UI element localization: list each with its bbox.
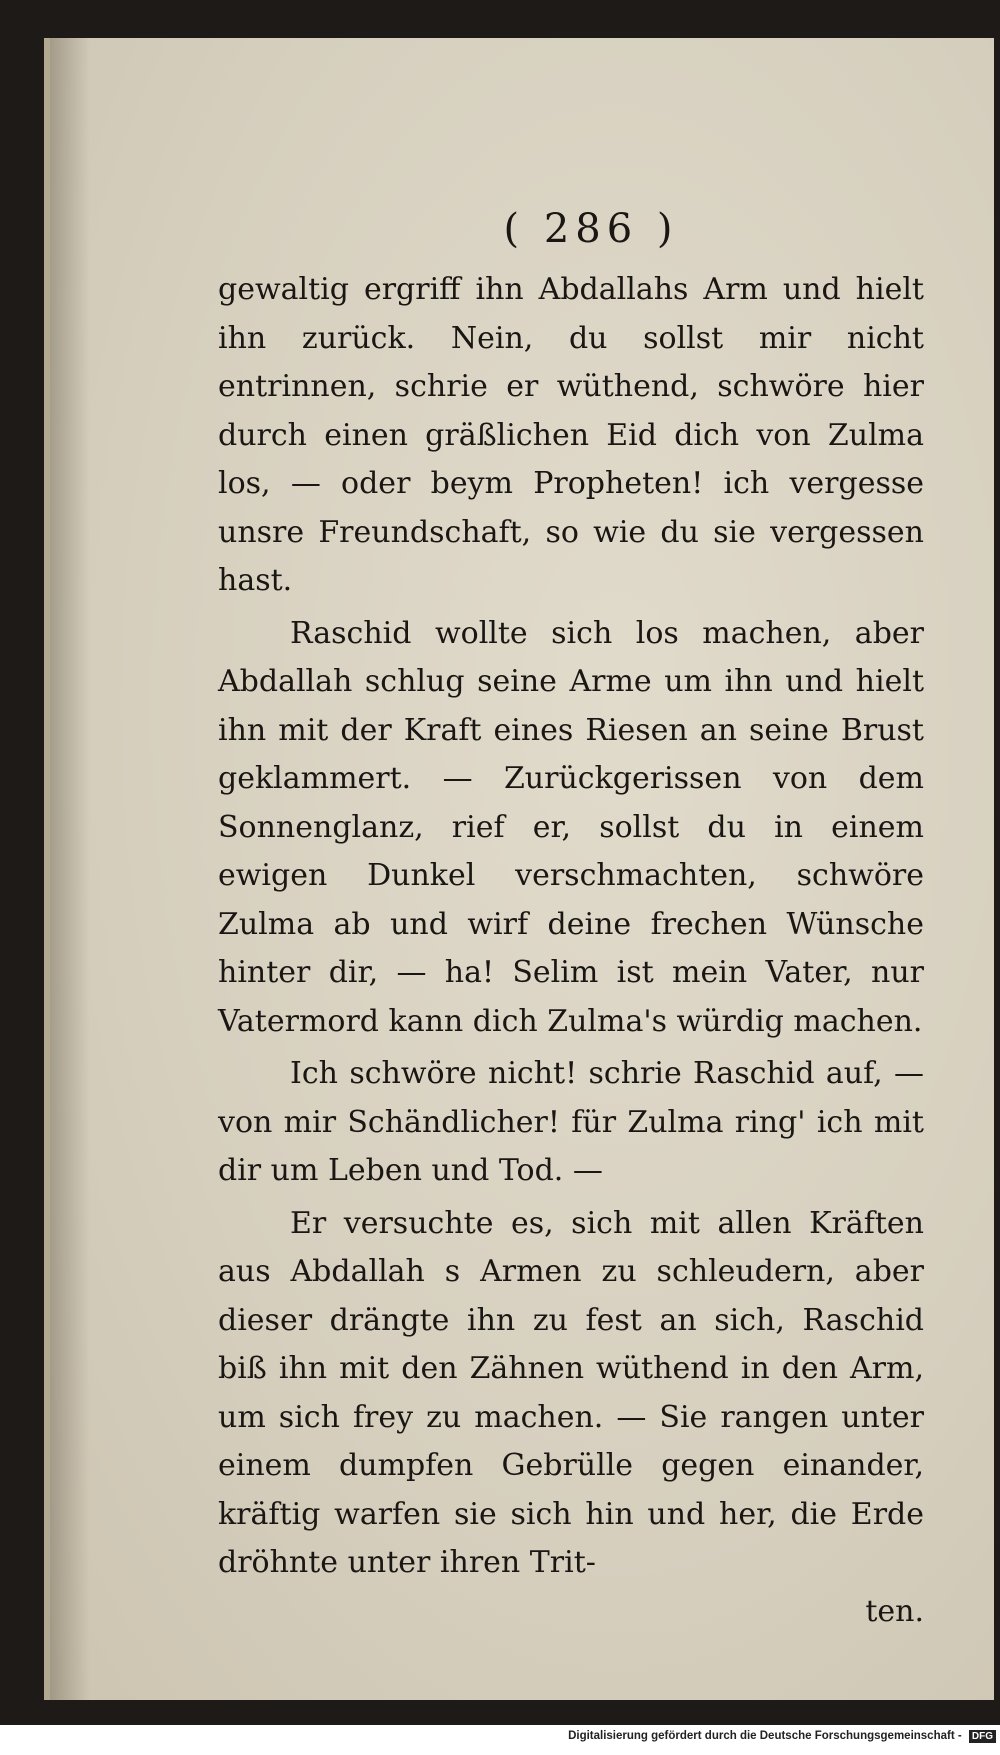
spine-shadow	[50, 38, 90, 1700]
dfg-logo: DFG	[969, 1730, 996, 1743]
paragraph-2: Raschid wollte sich los machen, aber Abdallah schlug seine Arme um ihn und hielt ihn mit der Kraft eines Riesen an seine Brust geklammert. — Zurückgerissen von dem Sonnenglanz, rief er, sollst du in einem ewigen Dunkel verschmachten, schwöre Zulma ab und wirf deine frechen Wünsche hinter dir, — ha! Selim ist mein Vater, nur Vatermord kann dich Zulma's würdig machen.	[218, 615, 924, 1039]
page-number: ( 286 )	[503, 206, 679, 252]
paragraph-4: Er versuchte es, sich mit allen Kräften aus Abdallah s Armen zu schleudern, aber dieser drängte ihn zu fest an sich, Raschid biß ihn mit den Zähnen wüthend in den Arm, um sich frey zu machen. — Sie rangen unter einem dumpfen Gebrülle gegen einander, kräftig warfen sie sich hin und her, die Erde dröhnte unter ihren Trit-	[218, 1205, 924, 1580]
closing-fragment: ten.	[865, 1593, 924, 1629]
credit-text: Digitalisierung gefördert durch die Deutsche Forschungsgemeinschaft -	[568, 1730, 962, 1742]
paragraph-1: gewaltig ergriff ihn Abdallahs Arm und hielt ihn zurück. Nein, du sollst mir nicht entrinnen, schrie er wüthend, schwöre hier durch einen gräßlichen Eid dich von Zulma los, — oder beym Propheten! ich vergesse unsre Freundschaft, so wie du sie vergessen hast.	[218, 272, 924, 598]
book-page	[44, 38, 994, 1700]
paragraph-3: Ich schwöre nicht! schrie Raschid auf, — von mir Schändlicher! für Zulma ring' ich mit dir um Leben und Tod. —	[218, 1056, 924, 1188]
text-block	[218, 206, 924, 1636]
digitization-credit	[0, 1730, 996, 1752]
